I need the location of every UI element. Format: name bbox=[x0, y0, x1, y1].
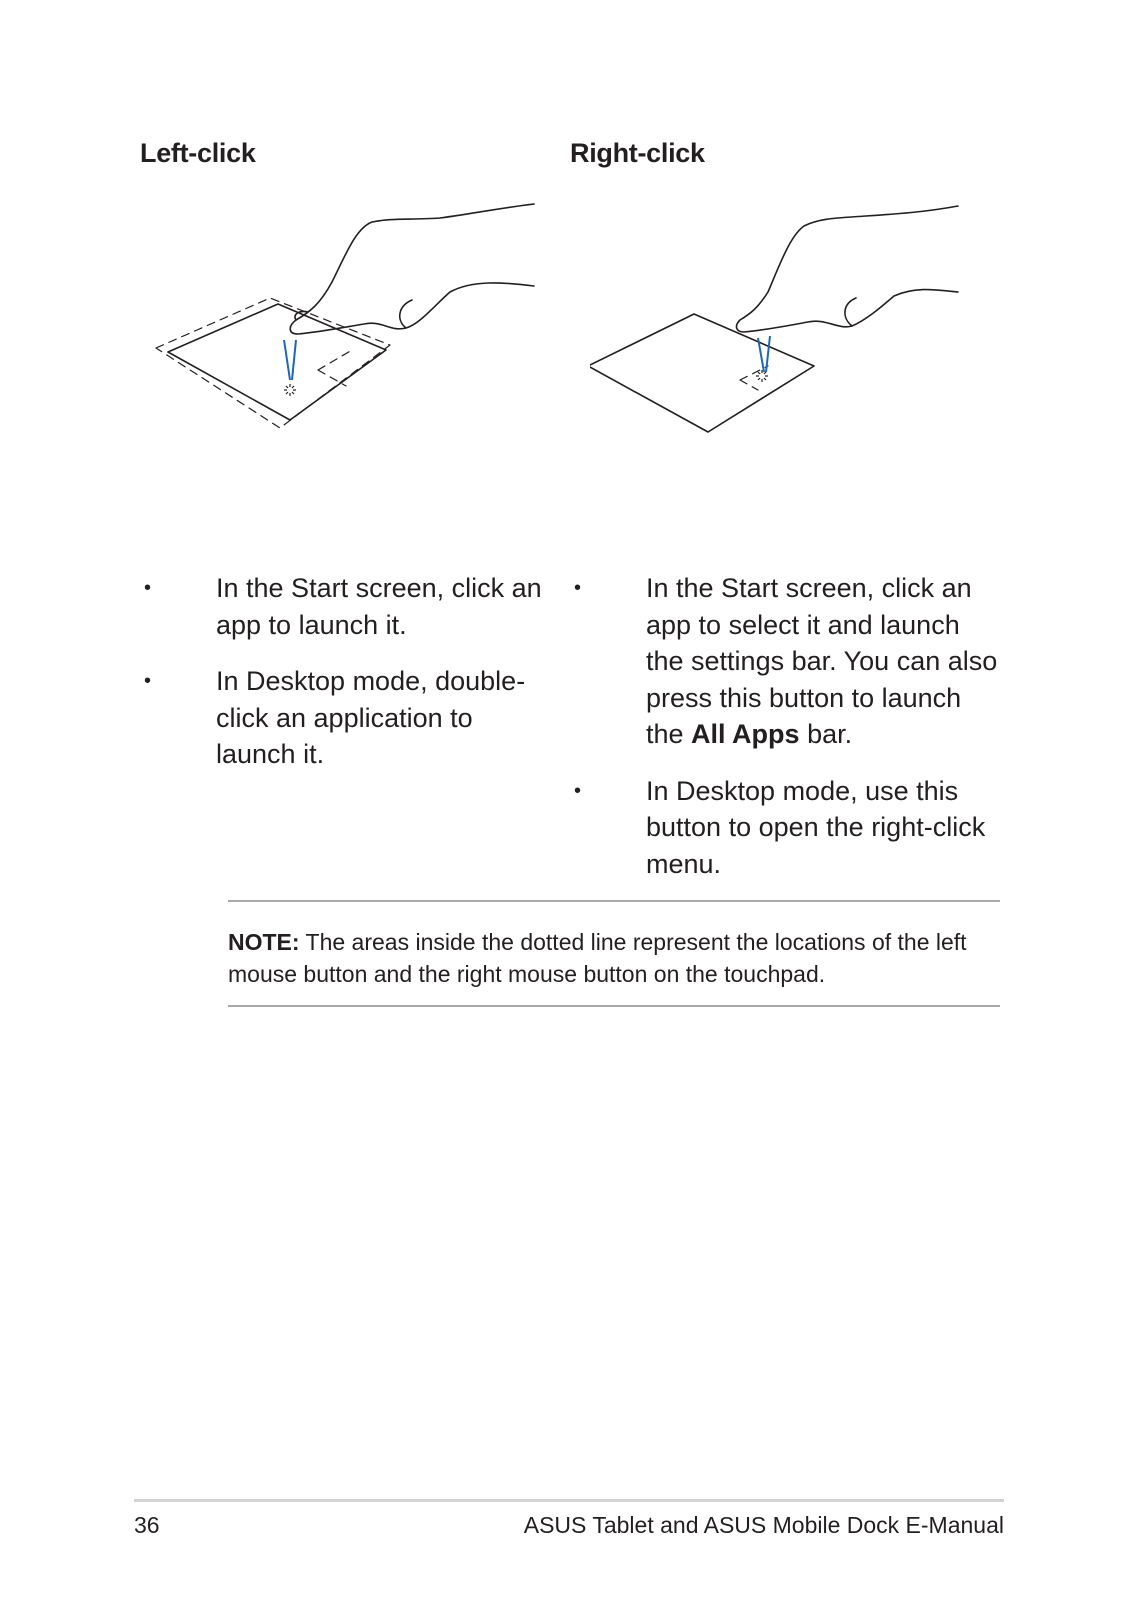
note-bottom-rule bbox=[228, 1005, 1000, 1007]
list-item: • In Desktop mode, use this button to open the right-click menu. bbox=[570, 773, 1000, 883]
touchpad-surface bbox=[590, 314, 814, 432]
bullet-dot: • bbox=[144, 577, 152, 599]
right-click-bullet-list bbox=[570, 570, 1000, 902]
note-top-rule bbox=[228, 900, 1000, 902]
touchpad-surface bbox=[168, 304, 386, 420]
left-click-heading: Left-click bbox=[140, 138, 256, 168]
note-text: The areas inside the dotted line represent the locations of the left mouse button and the right mouse button on the touchpad. bbox=[228, 929, 967, 987]
right-click-illustration bbox=[590, 200, 990, 440]
list-item: • In the Start screen, click an app to launch it. bbox=[140, 570, 550, 643]
left-click-bullet-list bbox=[140, 570, 550, 793]
right-click-heading: Right-click bbox=[570, 138, 705, 168]
list-item: • In Desktop mode, double-click an application to launch it. bbox=[140, 663, 550, 773]
bullet-dot: • bbox=[574, 577, 582, 599]
note-label: NOTE: bbox=[228, 929, 300, 955]
bullet-dot: • bbox=[144, 670, 152, 692]
note-block bbox=[228, 926, 1000, 990]
left-click-illustration bbox=[150, 200, 550, 440]
list-item: • In the Start screen, click an app to select it and launch the settings bar. You can also press this button to launch the All Apps bar. bbox=[570, 570, 1000, 753]
page-number: 36 bbox=[134, 1512, 160, 1538]
all-apps-label: All Apps bbox=[691, 719, 800, 749]
footer-rule bbox=[134, 1499, 1004, 1502]
footer-title: ASUS Tablet and ASUS Mobile Dock E-Manual bbox=[523, 1512, 1004, 1538]
hand-outline bbox=[290, 204, 534, 334]
hand-outline bbox=[737, 206, 958, 332]
bullet-dot: • bbox=[574, 779, 582, 802]
